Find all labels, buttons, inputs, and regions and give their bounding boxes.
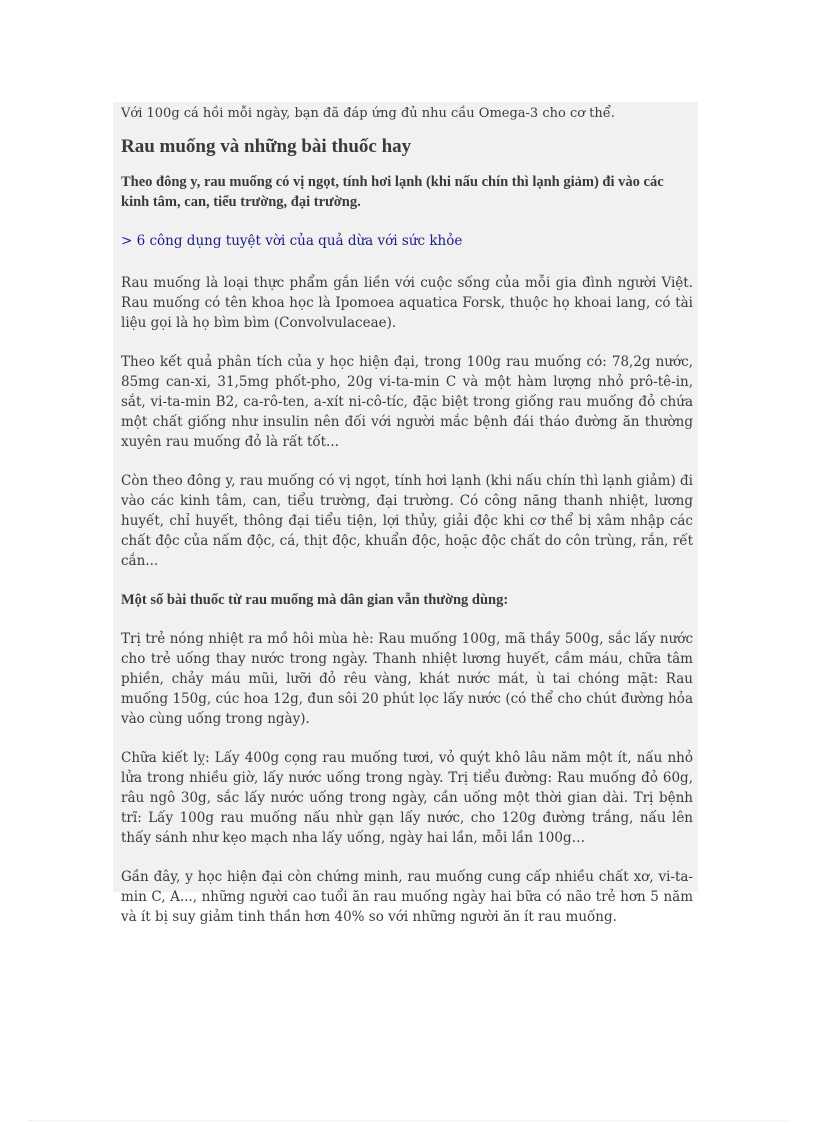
article-heading: Rau muống và những bài thuốc hay	[121, 136, 412, 157]
remedy-paragraph-heat: Trị trẻ nóng nhiệt ra mồ hôi mùa hè: Rau muống 100g, mã thầy 500g, sắc lấy nước cho trẻ uống thay nước trong ngày. Thanh nhiệt lương huyết, cầm máu, chữa tâm phiền, chảy máu mũi, lưỡi đỏ rêu vàng, khát nước mát, ù tai chóng mặt: Rau muống 150g, cúc hoa 12g, đun sôi 20 phút lọc lấy nước (có thể cho chút đường hỏa vào cùng uống trong ngày).	[121, 631, 693, 727]
paragraph-traditional: Còn theo đông y, rau muống có vị ngọt, tính hơi lạnh (khi nấu chín thì lạnh giảm) đi vào các kinh tâm, can, tiểu trường, đại trường. Có công năng thanh nhiệt, lương huyết, chỉ huyết, thông đại tiểu tiện, lợi thủy, giải độc khi cơ thể bị xâm nhập các chất độc của nấm độc, cá, thịt độc, khuẩn độc, hoặc độc chất do côn trùng, rắn, rết cắn...	[121, 473, 693, 569]
paragraph-intro: Rau muống là loại thực phẩm gắn liền với cuộc sống của mỗi gia đình người Việt. Rau muống có tên khoa học là Ipomoea aquatica Forsk, thuộc họ khoai lang, có tài liệu gọi là họ bìm bìm (Convolvulaceae).	[121, 275, 693, 331]
intro-sentence: Với 100g cá hồi mỗi ngày, bạn đã đáp ứng đủ nhu cầu Omega-3 cho cơ thể.	[121, 106, 615, 121]
remedies-subheading: Một số bài thuốc từ rau muống mà dân gian vẫn thường dùng:	[121, 592, 509, 608]
page-bottom-divider	[28, 1120, 788, 1121]
remedy-paragraph-dysentery: Chữa kiết lỵ: Lấy 400g cọng rau muống tươi, vỏ quýt khô lâu năm một ít, nấu nhỏ lửa trong nhiều giờ, lấy nước uống trong ngày. Trị tiểu đường: Rau muống đỏ 60g, râu ngô 30g, sắc lấy nước uống trong ngày, cần uống một thời gian dài. Trị bệnh trĩ: Lấy 100g rau muống nấu nhừ gạn lấy nước, cho 120g đường trắng, nấu lên thấy sánh như kẹo mạch nha lấy uống, ngày hai lần, mỗi lần 100g…	[121, 750, 693, 846]
related-article-link[interactable]: > 6 công dụng tuyệt vời của quả dừa với sức khỏe	[121, 233, 463, 249]
paragraph-modern-research: Gần đây, y học hiện đại còn chứng minh, rau muống cung cấp nhiều chất xơ, vi-ta-min C, A..., những người cao tuổi ăn rau muống ngày hai bữa có não trẻ hơn 5 năm và ít bị suy giảm tinh thần hơn 40% so với những người ăn ít rau muống.	[121, 869, 693, 925]
paragraph-nutrition: Theo kết quả phân tích của y học hiện đại, trong 100g rau muống có: 78,2g nước, 85mg can-xi, 31,5mg phốt-pho, 20g vi-ta-min C và một hàm lượng nhỏ prô-tê-in, sắt, vi-ta-min B2, ca-rô-ten, a-xít ni-cô-tíc, đặc biệt trong giống rau muống đỏ chứa một chất giống như insulin nên đối với người mắc bệnh đái tháo đường ăn thường xuyên rau muống đỏ là rất tốt...	[121, 354, 693, 450]
article-inner	[113, 104, 693, 927]
article-lead: Theo đông y, rau muống có vị ngọt, tính hơi lạnh (khi nấu chín thì lạnh giảm) đi vào các kinh tâm, can, tiểu trường, đại trường.	[121, 174, 664, 210]
article-body	[113, 102, 698, 925]
